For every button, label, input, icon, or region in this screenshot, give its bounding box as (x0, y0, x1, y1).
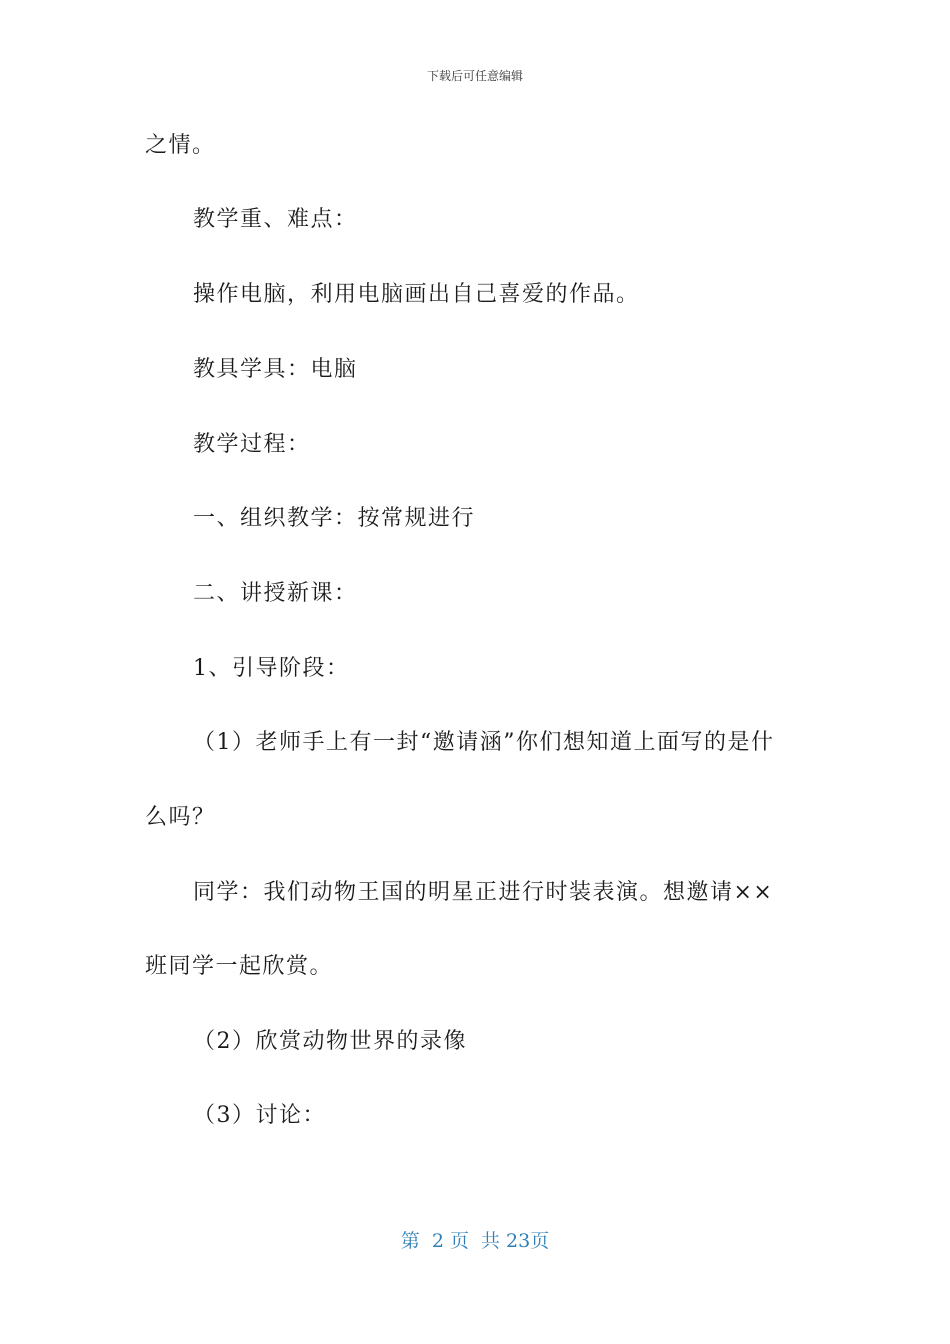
text-line: 同学：我们动物王国的明星正进行时装表演。想邀请×× (193, 880, 774, 905)
page-number-footer: 第 2 页 共 23页 (400, 1230, 550, 1252)
text-line: 1、引导阶段： (193, 656, 350, 681)
text-line: 教学过程： (193, 432, 311, 457)
text-line: （2）欣赏动物世界的录像 (193, 1029, 467, 1054)
text-line: 二、讲授新课： (193, 581, 358, 606)
text-line: 教学重、难点： (193, 207, 358, 232)
text-line: 么吗？ (145, 805, 216, 830)
page-header: 下载后可任意编辑 (426, 69, 523, 83)
text-line: 教具学具：电脑 (193, 357, 358, 382)
text-line: 一、组织教学：按常规进行 (193, 506, 476, 531)
text-line: （3）讨论： (193, 1103, 326, 1128)
text-line: 操作电脑，利用电脑画出自己喜爱的作品。 (193, 282, 640, 307)
text-line: 之情。 (145, 133, 216, 158)
text-line: （1）老师手上有一封“邀请涵”你们想知道上面写的是什 (193, 730, 775, 755)
text-line: 班同学一起欣赏。 (145, 954, 334, 979)
